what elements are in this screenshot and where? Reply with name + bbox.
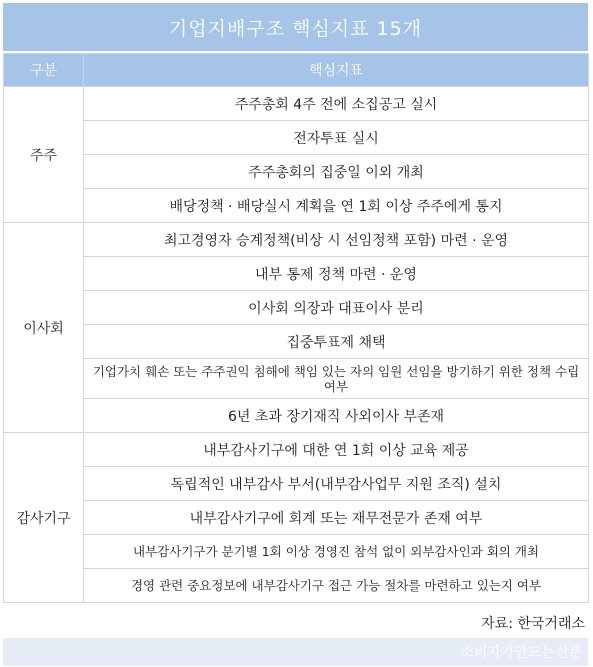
category-audit: 감사기구 [4, 433, 84, 603]
indicator-cell: 내부 통제 정책 마련 · 운영 [84, 257, 589, 291]
footer-bar [3, 638, 588, 666]
indicator-cell: 최고경영자 승계정책(비상 시 선임정책 포함) 마련 · 운영 [84, 223, 589, 257]
indicator-cell: 내부감사기구에 대한 연 1회 이상 교육 제공 [84, 433, 589, 467]
indicator-cell: 경영 관련 중요정보에 내부감사기구 접근 가능 절차를 마련하고 있는지 여부 [84, 569, 589, 603]
indicator-cell: 내부감사기구가 분기별 1회 이상 경영진 참석 없이 외부감사인과 회의 개최 [84, 535, 589, 569]
column-header-category: 구분 [4, 54, 84, 87]
table-row [4, 569, 589, 603]
indicator-cell: 독립적인 내부감사 부서(내부감사업무 지원 조직) 설치 [84, 467, 589, 501]
watermark: 소비자가만드는신문 [460, 645, 582, 661]
table-row [4, 467, 589, 501]
column-header-indicator: 핵심지표 [84, 54, 589, 87]
table-row [4, 87, 589, 121]
table-header-row [4, 54, 589, 87]
table-row [4, 155, 589, 189]
indicator-cell: 기업가치 훼손 또는 주주권익 침해에 책임 있는 자의 임원 선임을 방기하기 위한 정책 수립 여부 [84, 359, 589, 399]
indicator-cell: 6년 초과 장기재직 사외이사 부존재 [84, 399, 589, 433]
indicator-cell: 주주총회의 집중일 이외 개최 [84, 155, 589, 189]
source-note: 자료: 한국거래소 [481, 616, 585, 632]
table-row [4, 223, 589, 257]
indicator-table [3, 53, 589, 603]
table-row [4, 433, 589, 467]
category-board: 이사회 [4, 223, 84, 433]
table-row [4, 535, 589, 569]
indicator-cell: 내부감사기구에 회계 또는 재무전문가 존재 여부 [84, 501, 589, 535]
table-row [4, 291, 589, 325]
table-row [4, 399, 589, 433]
table-row [4, 359, 589, 399]
page-title: 기업지배구조 핵심지표 15개 [3, 3, 588, 51]
table-row [4, 325, 589, 359]
table-row [4, 121, 589, 155]
indicator-cell: 주주총회 4주 전에 소집공고 실시 [84, 87, 589, 121]
indicator-cell: 집중투표제 채택 [84, 325, 589, 359]
table-row [4, 189, 589, 223]
table-row [4, 501, 589, 535]
category-shareholders: 주주 [4, 87, 84, 223]
indicator-cell: 전자투표 실시 [84, 121, 589, 155]
table-row [4, 257, 589, 291]
indicator-cell: 배당정책 · 배당실시 계획을 연 1회 이상 주주에게 통지 [84, 189, 589, 223]
indicator-cell: 이사회 의장과 대표이사 분리 [84, 291, 589, 325]
